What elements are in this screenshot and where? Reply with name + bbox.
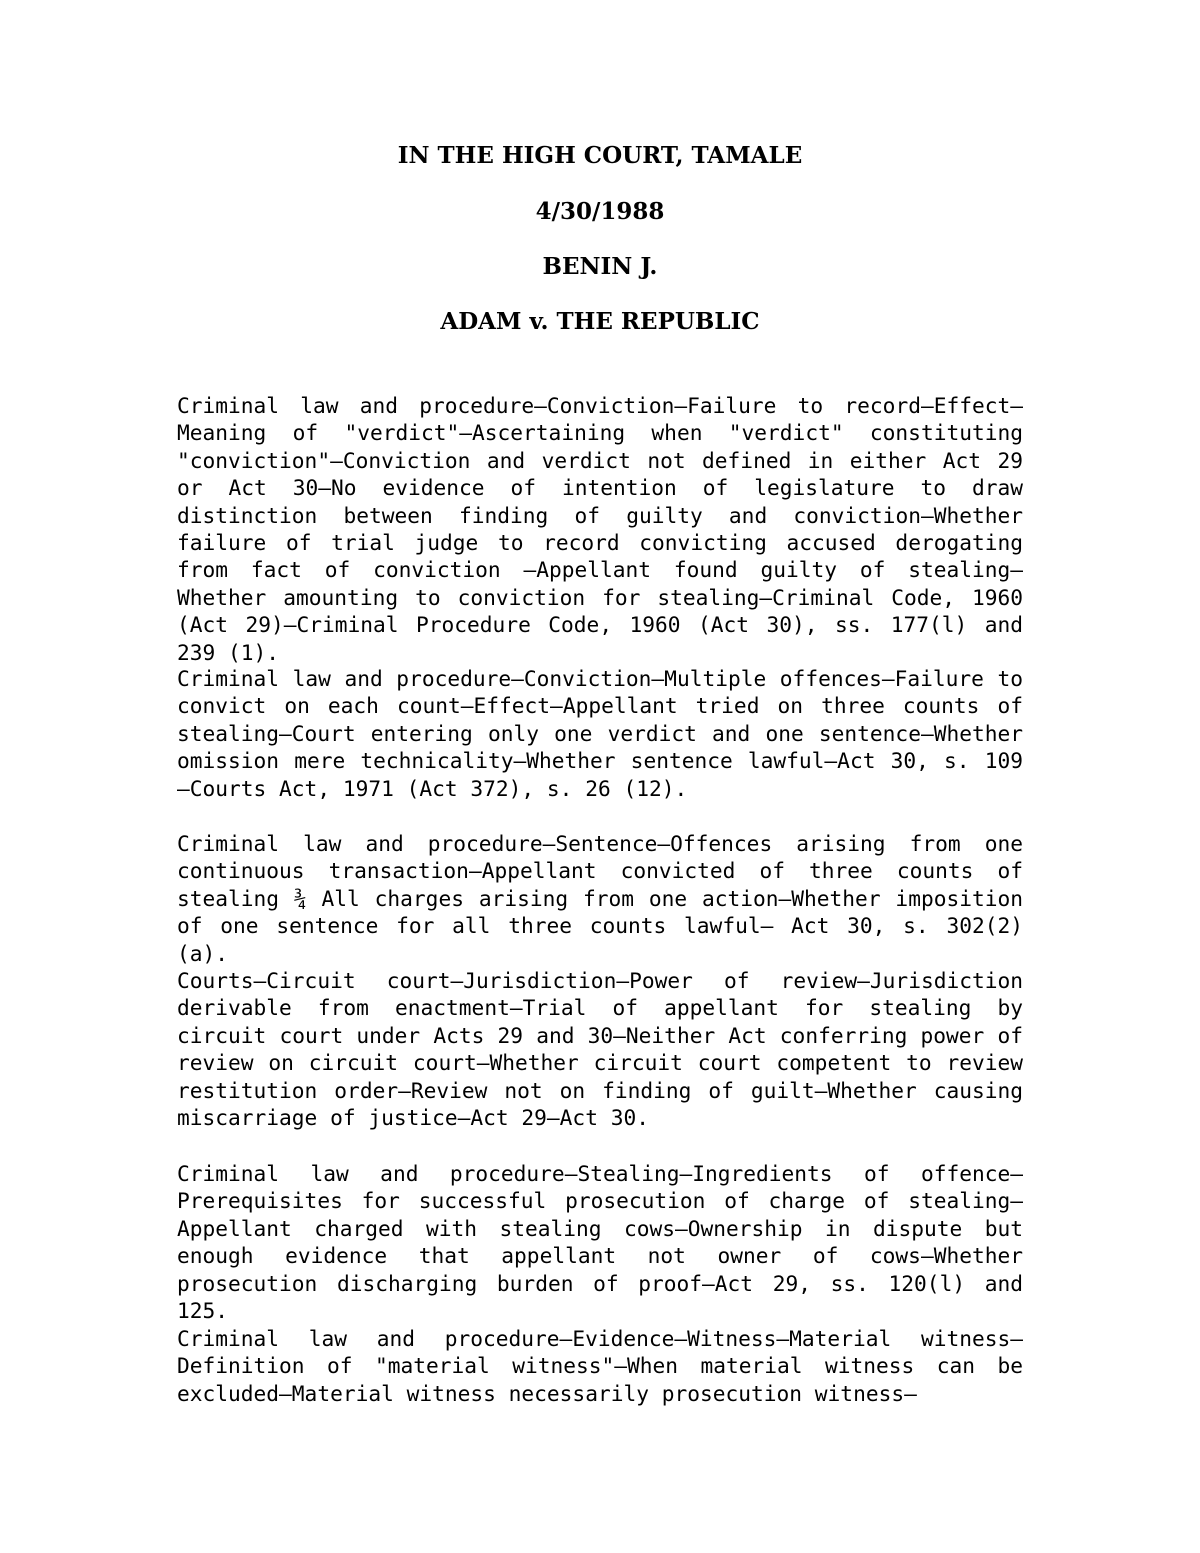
court-heading: IN THE HIGH COURT, TAMALE bbox=[397, 142, 803, 169]
headnote-paragraph-multiple-offences: Criminal law and procedure—Conviction—Multiple offences—Failure to convict on each count—Effect—Appellant tried on three counts of stealing—Court entering only one verdict and one sentence—Whether omission mere technicality—Whether sentence lawful—Act 30, s. 109 —Courts Act, 1971 (Act 372), s. 26 (12). bbox=[177, 666, 1023, 801]
headnote-paragraph-conviction: Criminal law and procedure—Conviction—Failure to record—Effect—Meaning of "verdict"—Ascertaining when "verdict" constituting "conviction"—Conviction and verdict not defined in either Act 29 or Act 30—No evidence of intention of legislature to draw distinction between finding of guilty and conviction—Whether failure of trial judge to record convicting accused derogating from fact of conviction —Appellant found guilty of stealing—Whether amounting to conviction for stealing—Criminal Code, 1960 (Act 29)—Criminal Procedure Code, 1960 (Act 30), ss. 177(l) and 239 (1). bbox=[177, 393, 1023, 665]
case-title: ADAM v. THE REPUBLIC bbox=[440, 308, 760, 335]
headnote-paragraph-evidence: Criminal law and procedure—Evidence—Witness—Material witness—Definition of "material witness"—When material witness can be excluded—Material witness necessarily prosecution witness— bbox=[177, 1326, 1023, 1406]
judge-name: BENIN J. bbox=[542, 253, 658, 280]
judgment-date: 4/30/1988 bbox=[535, 198, 665, 225]
headnote-paragraph-circuit-court: Courts—Circuit court—Jurisdiction—Power of review—Jurisdiction derivable from enactment—Trial of appellant for stealing by circuit court under Acts 29 and 30—Neither Act conferring power of review on circuit court—Whether circuit court competent to review restitution order—Review not on finding of guilt—Whether causing miscarriage of justice—Act 29—Act 30. bbox=[177, 968, 1023, 1131]
headnote-paragraph-stealing: Criminal law and procedure—Stealing—Ingredients of offence—Prerequisites for successful prosecution of charge of stealing—Appellant charged with stealing cows—Ownership in dispute but enough evidence that appellant not owner of cows—Whether prosecution discharging burden of proof—Act 29, ss. 120(l) and 125. bbox=[177, 1161, 1023, 1324]
headnote-paragraph-sentence: Criminal law and procedure—Sentence—Offences arising from one continuous transaction—Appellant convicted of three counts of stealing ¾ All charges arising from one action—Whether imposition of one sentence for all three counts lawful— Act 30, s. 302(2) (a). bbox=[177, 831, 1023, 966]
